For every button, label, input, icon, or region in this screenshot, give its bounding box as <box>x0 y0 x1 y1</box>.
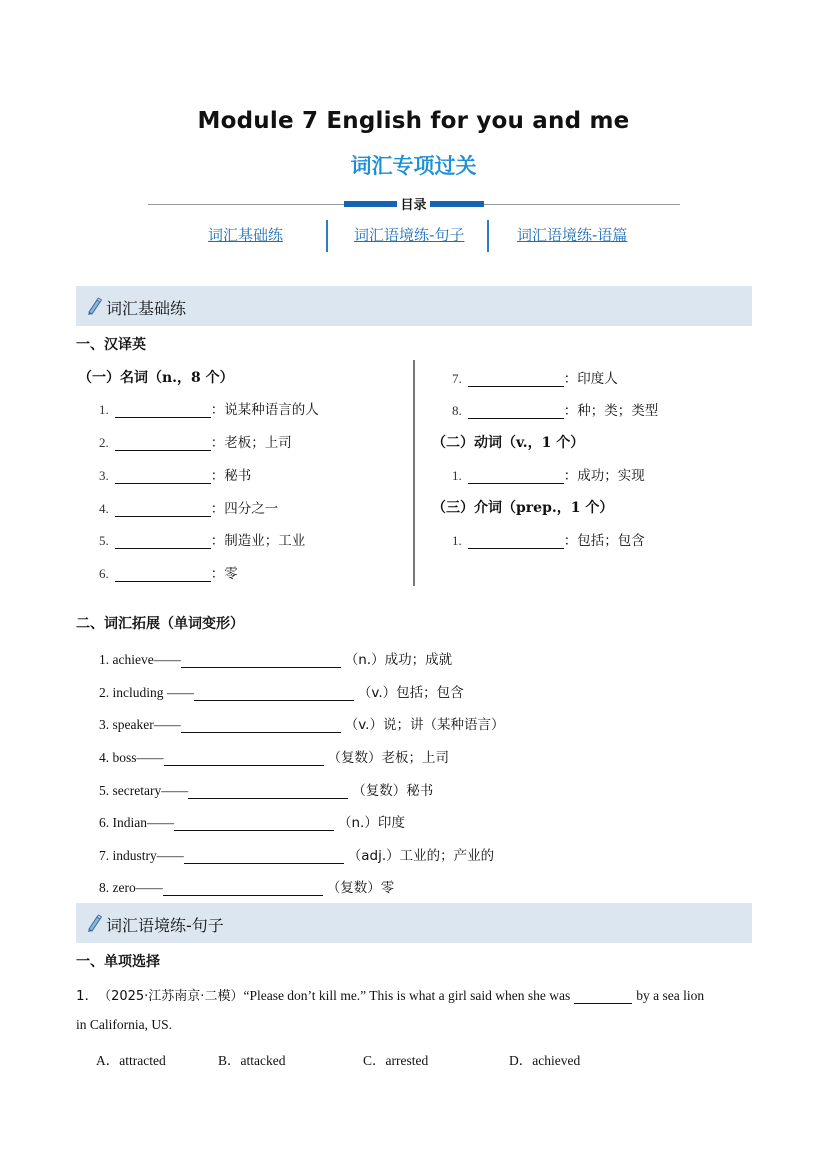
answer-blank[interactable] <box>115 534 211 549</box>
option-d[interactable]: D．achieved <box>509 1053 581 1068</box>
answer-blank[interactable] <box>164 751 324 766</box>
group-heading-nouns: （一）名词（n.，8 个） <box>78 370 234 386</box>
answer-blank[interactable] <box>174 816 334 831</box>
list-item: 3. speaker—— （v.）说；讲（某种语言） <box>99 717 505 733</box>
list-item: 7. ：印度人 <box>452 371 618 387</box>
pencil-icon <box>86 297 102 315</box>
list-item: 5. ：制造业；工业 <box>99 533 306 549</box>
answer-blank[interactable] <box>115 436 211 451</box>
part-title-multiple-choice: 一、单项选择 <box>76 954 160 970</box>
answer-blank[interactable] <box>163 881 323 896</box>
page-subtitle: 词汇专项过关 <box>350 154 477 178</box>
list-item: 1. ：成功；实现 <box>452 468 645 484</box>
toc-label: 目录 <box>0 194 827 213</box>
part-title: 一、汉译英 <box>76 337 146 353</box>
list-item: 1. ：包括；包含 <box>452 533 645 549</box>
list-item: 4. boss—— （复数）老板；上司 <box>99 750 450 766</box>
page-title: Module 7 English for you and me <box>197 108 630 134</box>
section-band-title: 词汇基础练 <box>106 299 187 318</box>
list-item: 4. ：四分之一 <box>99 501 279 517</box>
toc-link-basic[interactable]: 词汇基础练 <box>208 226 284 244</box>
section-band-sentences <box>76 903 752 943</box>
section-band-title: 词汇语境练-句子 <box>106 916 224 935</box>
group-heading-verbs: （二）动词（v.，1 个） <box>432 435 585 451</box>
answer-blank[interactable] <box>115 469 211 484</box>
answer-blank[interactable] <box>468 469 564 484</box>
answer-blank[interactable] <box>468 404 564 419</box>
answer-blank[interactable] <box>574 989 632 1004</box>
list-item: 2. ：老板；上司 <box>99 435 292 451</box>
question-stem: 1． （2025·江苏南京·二模） “Please don’t kill me.” This is what a girl said when she was by a sea lion <box>76 988 705 1004</box>
answer-blank[interactable] <box>181 653 341 668</box>
part-title-word-forms: 二、词汇拓展（单词变形） <box>76 616 244 632</box>
answer-blank[interactable] <box>468 372 564 387</box>
toc-separator <box>326 220 328 252</box>
section-band-basic <box>76 286 752 326</box>
list-item: 6. Indian—— （n.）印度 <box>99 815 405 831</box>
answer-blank[interactable] <box>184 849 344 864</box>
list-item: 1. ：说某种语言的人 <box>99 402 319 418</box>
list-item: 2. including —— （v.）包括；包含 <box>99 685 464 701</box>
question-stem-continued: in California, US. <box>76 1017 172 1032</box>
option-a[interactable]: A．attracted <box>96 1053 166 1068</box>
toc-separator <box>487 220 489 252</box>
toc-link-sentence[interactable]: 词汇语境练-句子 <box>354 226 465 244</box>
answer-blank[interactable] <box>468 534 564 549</box>
answer-blank[interactable] <box>115 567 211 582</box>
list-item: 8. ：种；类；类型 <box>452 403 659 419</box>
list-item: 3. ：秘书 <box>99 468 252 484</box>
list-item: 6. ：零 <box>99 566 238 582</box>
answer-blank[interactable] <box>115 502 211 517</box>
group-heading-prepositions: （三）介词（prep.，1 个） <box>432 500 614 516</box>
column-divider <box>413 360 415 586</box>
option-c[interactable]: C．arrested <box>363 1053 429 1068</box>
answer-blank[interactable] <box>188 784 348 799</box>
toc-link-passage[interactable]: 词汇语境练-语篇 <box>517 226 628 244</box>
option-b[interactable]: B．attacked <box>218 1053 286 1068</box>
answer-blank[interactable] <box>181 718 341 733</box>
answer-blank[interactable] <box>194 686 354 701</box>
list-item: 1. achieve—— （n.）成功；成就 <box>99 652 453 668</box>
list-item: 7. industry—— （adj.）工业的；产业的 <box>99 848 495 864</box>
list-item: 5. secretary—— （复数）秘书 <box>99 783 434 799</box>
list-item: 8. zero—— （复数）零 <box>99 880 395 896</box>
pencil-icon <box>86 914 102 932</box>
answer-blank[interactable] <box>115 403 211 418</box>
